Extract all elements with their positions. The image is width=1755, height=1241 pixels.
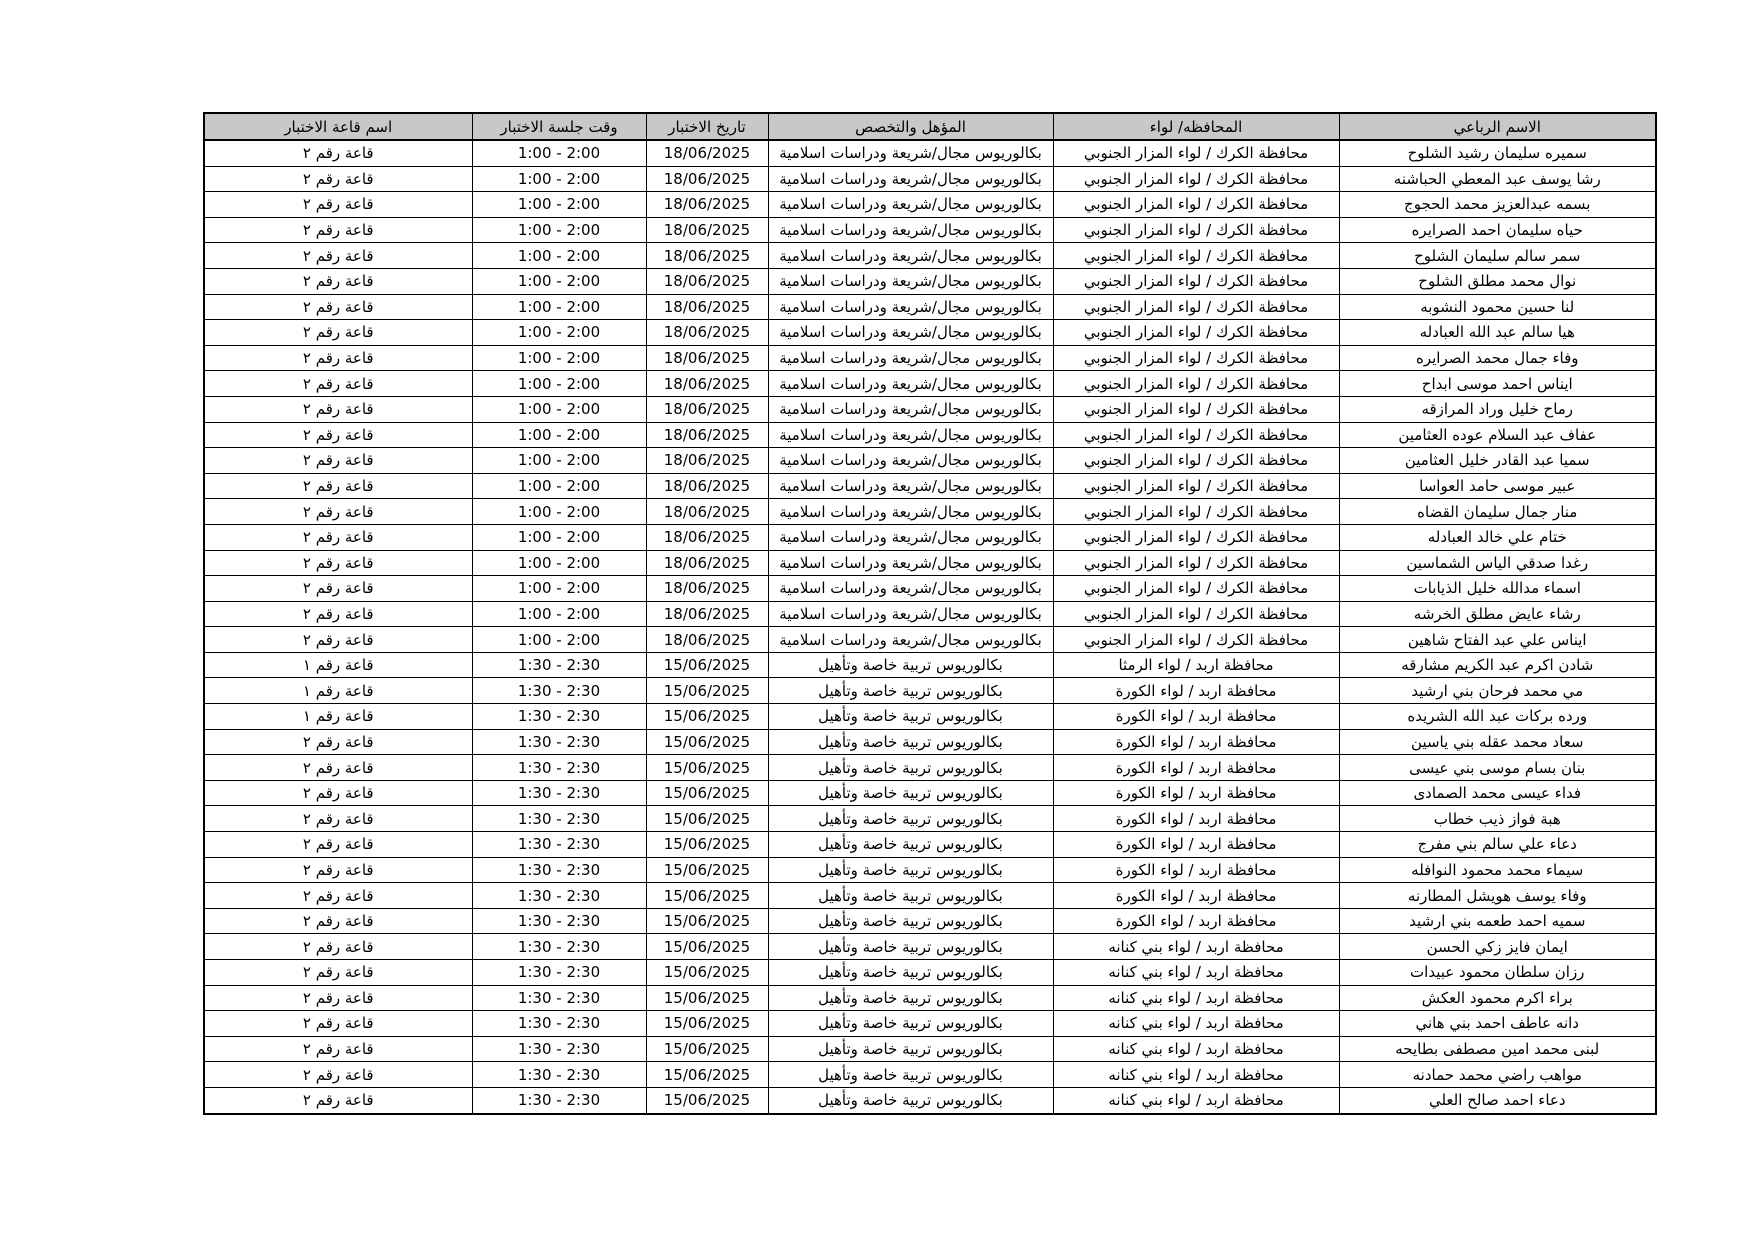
cell-qualification: بكالوريوس مجال/شريعة ودراسات اسلامية [768, 192, 1053, 218]
cell-date: 18/06/2025 [646, 576, 768, 602]
cell-hall: قاعة رقم ٢ [204, 934, 472, 960]
cell-governorate: محافظة اربد / لواء بني كنانه [1053, 1011, 1339, 1037]
table-row [204, 652, 1656, 678]
cell-qualification: بكالوريوس تربية خاصة وتأهيل [768, 1036, 1053, 1062]
cell-name: سميره سليمان رشيد الشلوح [1339, 140, 1656, 166]
cell-hall: قاعة رقم ٢ [204, 806, 472, 832]
cell-time: 1:30 - 2:30 [472, 1036, 646, 1062]
table-row [204, 832, 1656, 858]
cell-name: رغدا صدقي الياس الشماسين [1339, 550, 1656, 576]
cell-name: سمر سالم سليمان الشلوح [1339, 243, 1656, 269]
cell-date: 18/06/2025 [646, 627, 768, 653]
cell-name: فداء عيسى محمد الصمادى [1339, 780, 1656, 806]
cell-name: منار جمال سليمان القضاه [1339, 499, 1656, 525]
cell-hall: قاعة رقم ١ [204, 704, 472, 730]
cell-time: 1:00 - 2:00 [472, 320, 646, 346]
cell-time: 1:00 - 2:00 [472, 140, 646, 166]
cell-name: شادن اكرم عبد الكريم مشارقه [1339, 652, 1656, 678]
cell-governorate: محافظة الكرك / لواء المزار الجنوبي [1053, 576, 1339, 602]
cell-governorate: محافظة الكرك / لواء المزار الجنوبي [1053, 448, 1339, 474]
cell-hall: قاعة رقم ٢ [204, 192, 472, 218]
table-row [204, 627, 1656, 653]
cell-governorate: محافظة اربد / لواء بني كنانه [1053, 1087, 1339, 1113]
cell-qualification: بكالوريوس مجال/شريعة ودراسات اسلامية [768, 345, 1053, 371]
cell-governorate: محافظة اربد / لواء الكورة [1053, 678, 1339, 704]
cell-date: 15/06/2025 [646, 729, 768, 755]
cell-name: سميه احمد طعمه بني ارشيد [1339, 908, 1656, 934]
exam-schedule-table [203, 112, 1657, 1115]
cell-date: 18/06/2025 [646, 601, 768, 627]
cell-qualification: بكالوريوس مجال/شريعة ودراسات اسلامية [768, 294, 1053, 320]
cell-hall: قاعة رقم ٢ [204, 499, 472, 525]
cell-date: 15/06/2025 [646, 755, 768, 781]
cell-qualification: بكالوريوس مجال/شريعة ودراسات اسلامية [768, 166, 1053, 192]
cell-name: براء اكرم محمود العكش [1339, 985, 1656, 1011]
cell-date: 18/06/2025 [646, 448, 768, 474]
cell-governorate: محافظة اربد / لواء الكورة [1053, 780, 1339, 806]
cell-date: 18/06/2025 [646, 422, 768, 448]
table-row [204, 192, 1656, 218]
cell-time: 1:00 - 2:00 [472, 294, 646, 320]
cell-qualification: بكالوريوس تربية خاصة وتأهيل [768, 780, 1053, 806]
cell-qualification: بكالوريوس تربية خاصة وتأهيل [768, 857, 1053, 883]
cell-name: ورده بركات عبد الله الشريده [1339, 704, 1656, 730]
cell-governorate: محافظة الكرك / لواء المزار الجنوبي [1053, 550, 1339, 576]
cell-governorate: محافظة اربد / لواء الكورة [1053, 704, 1339, 730]
cell-hall: قاعة رقم ٢ [204, 832, 472, 858]
cell-qualification: بكالوريوس تربية خاصة وتأهيل [768, 908, 1053, 934]
cell-governorate: محافظة اربد / لواء الكورة [1053, 857, 1339, 883]
table-row [204, 1087, 1656, 1113]
cell-hall: قاعة رقم ٢ [204, 268, 472, 294]
table-header-row [204, 113, 1656, 140]
header-qualification: المؤهل والتخصص [768, 113, 1053, 140]
cell-qualification: بكالوريوس مجال/شريعة ودراسات اسلامية [768, 243, 1053, 269]
cell-governorate: محافظة الكرك / لواء المزار الجنوبي [1053, 422, 1339, 448]
cell-time: 1:30 - 2:30 [472, 832, 646, 858]
cell-name: نوال محمد مطلق الشلوح [1339, 268, 1656, 294]
cell-governorate: محافظة الكرك / لواء المزار الجنوبي [1053, 371, 1339, 397]
table-row [204, 396, 1656, 422]
cell-date: 15/06/2025 [646, 704, 768, 730]
cell-qualification: بكالوريوس مجال/شريعة ودراسات اسلامية [768, 422, 1053, 448]
cell-hall: قاعة رقم ٢ [204, 345, 472, 371]
cell-hall: قاعة رقم ٢ [204, 755, 472, 781]
cell-hall: قاعة رقم ٢ [204, 729, 472, 755]
cell-hall: قاعة رقم ١ [204, 652, 472, 678]
cell-qualification: بكالوريوس تربية خاصة وتأهيل [768, 704, 1053, 730]
cell-time: 1:00 - 2:00 [472, 448, 646, 474]
cell-hall: قاعة رقم ٢ [204, 857, 472, 883]
cell-name: ختام علي خالد العبادله [1339, 524, 1656, 550]
cell-qualification: بكالوريوس مجال/شريعة ودراسات اسلامية [768, 524, 1053, 550]
cell-governorate: محافظة اربد / لواء الكورة [1053, 832, 1339, 858]
cell-qualification: بكالوريوس تربية خاصة وتأهيل [768, 960, 1053, 986]
cell-qualification: بكالوريوس مجال/شريعة ودراسات اسلامية [768, 320, 1053, 346]
table-row [204, 550, 1656, 576]
cell-date: 15/06/2025 [646, 678, 768, 704]
cell-qualification: بكالوريوس تربية خاصة وتأهيل [768, 729, 1053, 755]
header-name: الاسم الرباعي [1339, 113, 1656, 140]
cell-hall: قاعة رقم ٢ [204, 1011, 472, 1037]
cell-hall: قاعة رقم ٢ [204, 1062, 472, 1088]
cell-date: 18/06/2025 [646, 320, 768, 346]
cell-hall: قاعة رقم ١ [204, 678, 472, 704]
cell-name: بسمه عبدالعزيز محمد الحجوج [1339, 192, 1656, 218]
cell-governorate: محافظة الكرك / لواء المزار الجنوبي [1053, 473, 1339, 499]
table-row [204, 294, 1656, 320]
table-row [204, 1011, 1656, 1037]
table-row [204, 780, 1656, 806]
cell-time: 1:30 - 2:30 [472, 704, 646, 730]
table-row [204, 166, 1656, 192]
cell-name: عبير موسى حامد العواسا [1339, 473, 1656, 499]
table-row [204, 908, 1656, 934]
cell-date: 15/06/2025 [646, 806, 768, 832]
cell-governorate: محافظة الكرك / لواء المزار الجنوبي [1053, 294, 1339, 320]
cell-qualification: بكالوريوس مجال/شريعة ودراسات اسلامية [768, 627, 1053, 653]
cell-governorate: محافظة الكرك / لواء المزار الجنوبي [1053, 499, 1339, 525]
cell-name: دعاء علي سالم بني مفرج [1339, 832, 1656, 858]
cell-date: 15/06/2025 [646, 985, 768, 1011]
cell-hall: قاعة رقم ٢ [204, 550, 472, 576]
cell-name: مواهب راضي محمد حمادنه [1339, 1062, 1656, 1088]
table-row [204, 985, 1656, 1011]
cell-time: 1:30 - 2:30 [472, 883, 646, 909]
cell-name: ايمان فايز زكي الحسن [1339, 934, 1656, 960]
table-row [204, 217, 1656, 243]
cell-time: 1:00 - 2:00 [472, 627, 646, 653]
cell-hall: قاعة رقم ٢ [204, 422, 472, 448]
cell-time: 1:00 - 2:00 [472, 371, 646, 397]
table-row [204, 857, 1656, 883]
cell-date: 18/06/2025 [646, 499, 768, 525]
cell-date: 18/06/2025 [646, 268, 768, 294]
cell-name: حياه سليمان احمد الصرايره [1339, 217, 1656, 243]
cell-governorate: محافظة الكرك / لواء المزار الجنوبي [1053, 217, 1339, 243]
table-body [204, 140, 1656, 1114]
cell-hall: قاعة رقم ٢ [204, 396, 472, 422]
cell-date: 18/06/2025 [646, 192, 768, 218]
table-row [204, 806, 1656, 832]
cell-name: اسماء مدالله خليل الذيابات [1339, 576, 1656, 602]
cell-date: 15/06/2025 [646, 960, 768, 986]
cell-name: لنا حسين محمود النشوبه [1339, 294, 1656, 320]
table-row [204, 473, 1656, 499]
cell-name: وفاء يوسف هويشل المطارنه [1339, 883, 1656, 909]
cell-governorate: محافظة اربد / لواء الكورة [1053, 806, 1339, 832]
table-row [204, 883, 1656, 909]
cell-governorate: محافظة الكرك / لواء المزار الجنوبي [1053, 627, 1339, 653]
cell-qualification: بكالوريوس مجال/شريعة ودراسات اسلامية [768, 473, 1053, 499]
cell-time: 1:30 - 2:30 [472, 857, 646, 883]
cell-hall: قاعة رقم ٢ [204, 576, 472, 602]
header-hall: اسم قاعة الاختبار [204, 113, 472, 140]
cell-date: 18/06/2025 [646, 294, 768, 320]
header-governorate: المحافظه/ لواء [1053, 113, 1339, 140]
cell-qualification: بكالوريوس تربية خاصة وتأهيل [768, 934, 1053, 960]
cell-date: 15/06/2025 [646, 780, 768, 806]
cell-hall: قاعة رقم ٢ [204, 780, 472, 806]
cell-hall: قاعة رقم ٢ [204, 908, 472, 934]
cell-time: 1:30 - 2:30 [472, 1062, 646, 1088]
cell-governorate: محافظة اربد / لواء الكورة [1053, 755, 1339, 781]
cell-hall: قاعة رقم ٢ [204, 601, 472, 627]
cell-hall: قاعة رقم ٢ [204, 1087, 472, 1113]
cell-hall: قاعة رقم ٢ [204, 217, 472, 243]
cell-date: 18/06/2025 [646, 166, 768, 192]
cell-qualification: بكالوريوس تربية خاصة وتأهيل [768, 985, 1053, 1011]
cell-hall: قاعة رقم ٢ [204, 243, 472, 269]
cell-qualification: بكالوريوس تربية خاصة وتأهيل [768, 832, 1053, 858]
cell-qualification: بكالوريوس مجال/شريعة ودراسات اسلامية [768, 576, 1053, 602]
cell-name: بنان بسام موسى بني عيسى [1339, 755, 1656, 781]
cell-governorate: محافظة الكرك / لواء المزار الجنوبي [1053, 166, 1339, 192]
table-row [204, 601, 1656, 627]
cell-date: 15/06/2025 [646, 1087, 768, 1113]
cell-time: 1:30 - 2:30 [472, 678, 646, 704]
cell-date: 15/06/2025 [646, 1011, 768, 1037]
cell-date: 15/06/2025 [646, 652, 768, 678]
cell-name: رزان سلطان محمود عبيدات [1339, 960, 1656, 986]
cell-qualification: بكالوريوس تربية خاصة وتأهيل [768, 678, 1053, 704]
cell-time: 1:00 - 2:00 [472, 473, 646, 499]
table-row [204, 243, 1656, 269]
cell-qualification: بكالوريوس مجال/شريعة ودراسات اسلامية [768, 140, 1053, 166]
cell-name: دانه عاطف احمد بني هاني [1339, 1011, 1656, 1037]
cell-hall: قاعة رقم ٢ [204, 1036, 472, 1062]
cell-name: رماح خليل وراد المرازقه [1339, 396, 1656, 422]
cell-governorate: محافظة الكرك / لواء المزار الجنوبي [1053, 601, 1339, 627]
cell-date: 15/06/2025 [646, 857, 768, 883]
table-row [204, 729, 1656, 755]
cell-name: ايناس علي عبد الفتاح شاهين [1339, 627, 1656, 653]
cell-qualification: بكالوريوس تربية خاصة وتأهيل [768, 1011, 1053, 1037]
cell-date: 15/06/2025 [646, 934, 768, 960]
exam-schedule-sheet [203, 112, 1655, 1115]
cell-name: سعاد محمد عقله بني ياسين [1339, 729, 1656, 755]
cell-date: 15/06/2025 [646, 1036, 768, 1062]
cell-name: مي محمد فرحان بني ارشيد [1339, 678, 1656, 704]
cell-qualification: بكالوريوس مجال/شريعة ودراسات اسلامية [768, 550, 1053, 576]
cell-time: 1:00 - 2:00 [472, 396, 646, 422]
cell-date: 18/06/2025 [646, 550, 768, 576]
cell-qualification: بكالوريوس مجال/شريعة ودراسات اسلامية [768, 499, 1053, 525]
table-row [204, 1036, 1656, 1062]
table-row [204, 576, 1656, 602]
cell-time: 1:30 - 2:30 [472, 729, 646, 755]
cell-time: 1:00 - 2:00 [472, 524, 646, 550]
cell-qualification: بكالوريوس تربية خاصة وتأهيل [768, 806, 1053, 832]
cell-hall: قاعة رقم ٢ [204, 448, 472, 474]
cell-hall: قاعة رقم ٢ [204, 985, 472, 1011]
cell-time: 1:00 - 2:00 [472, 499, 646, 525]
cell-qualification: بكالوريوس مجال/شريعة ودراسات اسلامية [768, 396, 1053, 422]
cell-governorate: محافظة الكرك / لواء المزار الجنوبي [1053, 192, 1339, 218]
cell-date: 18/06/2025 [646, 396, 768, 422]
cell-name: ايناس احمد موسى ابداح [1339, 371, 1656, 397]
cell-date: 15/06/2025 [646, 832, 768, 858]
cell-hall: قاعة رقم ٢ [204, 320, 472, 346]
cell-qualification: بكالوريوس تربية خاصة وتأهيل [768, 652, 1053, 678]
cell-time: 1:30 - 2:30 [472, 780, 646, 806]
cell-time: 1:00 - 2:00 [472, 243, 646, 269]
cell-governorate: محافظة اربد / لواء الكورة [1053, 729, 1339, 755]
header-date: تاريخ الاختبار [646, 113, 768, 140]
cell-name: رشاء عايض مطلق الخرشه [1339, 601, 1656, 627]
table-row [204, 140, 1656, 166]
cell-governorate: محافظة اربد / لواء بني كنانه [1053, 1036, 1339, 1062]
cell-governorate: محافظة الكرك / لواء المزار الجنوبي [1053, 268, 1339, 294]
cell-name: هيا سالم عبد الله العبادله [1339, 320, 1656, 346]
cell-name: سيماء محمد محمود النوافله [1339, 857, 1656, 883]
table-row [204, 960, 1656, 986]
table-row [204, 1062, 1656, 1088]
cell-governorate: محافظة الكرك / لواء المزار الجنوبي [1053, 396, 1339, 422]
cell-governorate: محافظة اربد / لواء بني كنانه [1053, 985, 1339, 1011]
table-row [204, 448, 1656, 474]
cell-date: 18/06/2025 [646, 217, 768, 243]
cell-name: دعاء احمد صالح العلي [1339, 1087, 1656, 1113]
cell-qualification: بكالوريوس تربية خاصة وتأهيل [768, 1062, 1053, 1088]
cell-time: 1:00 - 2:00 [472, 268, 646, 294]
cell-qualification: بكالوريوس مجال/شريعة ودراسات اسلامية [768, 601, 1053, 627]
cell-time: 1:00 - 2:00 [472, 166, 646, 192]
cell-qualification: بكالوريوس تربية خاصة وتأهيل [768, 755, 1053, 781]
cell-date: 18/06/2025 [646, 371, 768, 397]
cell-time: 1:30 - 2:30 [472, 960, 646, 986]
table-row [204, 524, 1656, 550]
table-row [204, 934, 1656, 960]
cell-qualification: بكالوريوس تربية خاصة وتأهيل [768, 883, 1053, 909]
cell-governorate: محافظة الكرك / لواء المزار الجنوبي [1053, 320, 1339, 346]
table-row [204, 755, 1656, 781]
cell-qualification: بكالوريوس مجال/شريعة ودراسات اسلامية [768, 371, 1053, 397]
table-row [204, 268, 1656, 294]
cell-time: 1:00 - 2:00 [472, 601, 646, 627]
cell-hall: قاعة رقم ٢ [204, 140, 472, 166]
cell-hall: قاعة رقم ٢ [204, 166, 472, 192]
cell-time: 1:30 - 2:30 [472, 652, 646, 678]
cell-governorate: محافظة الكرك / لواء المزار الجنوبي [1053, 243, 1339, 269]
cell-hall: قاعة رقم ٢ [204, 524, 472, 550]
cell-time: 1:30 - 2:30 [472, 985, 646, 1011]
cell-time: 1:30 - 2:30 [472, 755, 646, 781]
cell-governorate: محافظة اربد / لواء الكورة [1053, 908, 1339, 934]
cell-hall: قاعة رقم ٢ [204, 294, 472, 320]
cell-qualification: بكالوريوس مجال/شريعة ودراسات اسلامية [768, 448, 1053, 474]
cell-time: 1:00 - 2:00 [472, 422, 646, 448]
cell-name: لبنى محمد امين مصطفى بطايحه [1339, 1036, 1656, 1062]
cell-date: 15/06/2025 [646, 883, 768, 909]
table-row [204, 422, 1656, 448]
cell-name: وفاء جمال محمد الصرايره [1339, 345, 1656, 371]
cell-hall: قاعة رقم ٢ [204, 883, 472, 909]
cell-time: 1:00 - 2:00 [472, 576, 646, 602]
cell-time: 1:30 - 2:30 [472, 908, 646, 934]
cell-governorate: محافظة الكرك / لواء المزار الجنوبي [1053, 524, 1339, 550]
table-row [204, 678, 1656, 704]
cell-name: هبة فواز ذيب خطاب [1339, 806, 1656, 832]
cell-time: 1:30 - 2:30 [472, 934, 646, 960]
table-row [204, 371, 1656, 397]
table-row [204, 704, 1656, 730]
cell-qualification: بكالوريوس تربية خاصة وتأهيل [768, 1087, 1053, 1113]
cell-hall: قاعة رقم ٢ [204, 627, 472, 653]
cell-time: 1:00 - 2:00 [472, 550, 646, 576]
cell-date: 18/06/2025 [646, 243, 768, 269]
cell-time: 1:30 - 2:30 [472, 1087, 646, 1113]
cell-time: 1:00 - 2:00 [472, 192, 646, 218]
header-time: وقت جلسة الاختبار [472, 113, 646, 140]
cell-name: رشا يوسف عبد المعطي الحباشنه [1339, 166, 1656, 192]
cell-date: 18/06/2025 [646, 140, 768, 166]
cell-qualification: بكالوريوس مجال/شريعة ودراسات اسلامية [768, 217, 1053, 243]
cell-hall: قاعة رقم ٢ [204, 960, 472, 986]
cell-governorate: محافظة اربد / لواء الرمثا [1053, 652, 1339, 678]
table-row [204, 320, 1656, 346]
cell-date: 15/06/2025 [646, 1062, 768, 1088]
cell-time: 1:30 - 2:30 [472, 1011, 646, 1037]
table-row [204, 499, 1656, 525]
cell-time: 1:30 - 2:30 [472, 806, 646, 832]
cell-governorate: محافظة اربد / لواء بني كنانه [1053, 960, 1339, 986]
cell-date: 15/06/2025 [646, 908, 768, 934]
cell-time: 1:00 - 2:00 [472, 217, 646, 243]
cell-hall: قاعة رقم ٢ [204, 371, 472, 397]
cell-hall: قاعة رقم ٢ [204, 473, 472, 499]
table-row [204, 345, 1656, 371]
cell-governorate: محافظة الكرك / لواء المزار الجنوبي [1053, 140, 1339, 166]
cell-governorate: محافظة الكرك / لواء المزار الجنوبي [1053, 345, 1339, 371]
cell-governorate: محافظة اربد / لواء بني كنانه [1053, 1062, 1339, 1088]
cell-time: 1:00 - 2:00 [472, 345, 646, 371]
cell-qualification: بكالوريوس مجال/شريعة ودراسات اسلامية [768, 268, 1053, 294]
cell-name: سميا عبد القادر خليل العثامين [1339, 448, 1656, 474]
cell-governorate: محافظة اربد / لواء بني كنانه [1053, 934, 1339, 960]
cell-date: 18/06/2025 [646, 345, 768, 371]
cell-date: 18/06/2025 [646, 473, 768, 499]
cell-date: 18/06/2025 [646, 524, 768, 550]
cell-governorate: محافظة اربد / لواء الكورة [1053, 883, 1339, 909]
cell-name: عفاف عبد السلام عوده العثامين [1339, 422, 1656, 448]
